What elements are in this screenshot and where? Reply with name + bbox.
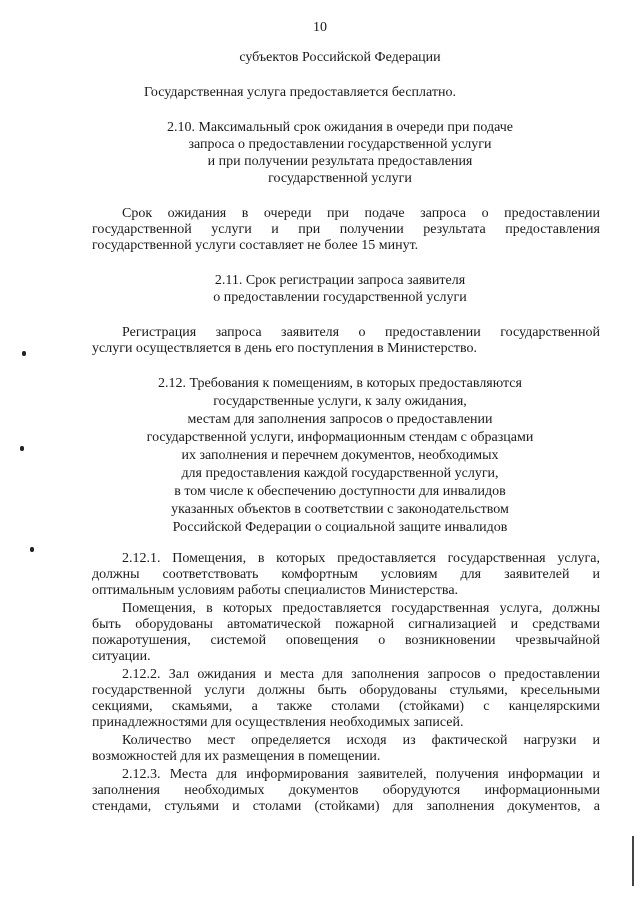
text-line: Регистрация запроса заявителя о предоставлении государственной [122,325,600,340]
scan-edge-line [632,836,634,886]
heading-2-12-line: государственные услуги, к залу ожидания, [213,394,467,409]
heading-2-12-line: 2.12. Требования к помещениям, в которых предоставляются [158,376,522,391]
paragraph-seat-count [92,733,600,765]
text-line: ситуации. [92,649,151,664]
text-line: Срок ожидания в очереди при подаче запроса о предоставлении [122,206,600,221]
text-line: должны соответствовать комфортным условиям для заявителей и [92,567,600,582]
heading-2-12-line: указанных объектов в соответствии с законодательством [171,502,509,517]
text-line: быть оборудованы автоматической пожарной сигнализацией и средствами [92,617,600,632]
text-line: стендами, стульями и столами (стойками) для заполнения документов, а [92,799,600,814]
text-line: услуги осуществляется в день его поступления в Министерство. [92,341,477,356]
paragraph-2-12-2 [92,667,600,731]
text-line: секциями, скамьями, а также столами (стойками) с канцелярскими [92,699,600,714]
page-number: 10 [313,20,327,35]
text-line: государственной услуги и при получении результата предоставления [92,222,600,237]
paragraph-2-12-3 [92,767,600,815]
heading-2-12-line: Российской Федерации о социальной защите инвалидов [172,520,508,535]
text-line: 2.12.1. Помещения, в которых предоставляется государственная услуга, [122,551,600,566]
free-service-line: Государственная услуга предоставляется бесплатно. [144,85,456,100]
scan-dot [22,351,26,356]
heading-2-12-line: для предоставления каждой государственной услуги, [181,466,499,481]
text-line: пожаротушения, системой оповещения о возникновении чрезвычайной [92,633,600,648]
heading-2-11-line: 2.11. Срок регистрации запроса заявителя [214,273,466,288]
text-line: возможностей для их размещения в помещении. [92,749,381,764]
continuation-line: субъектов Российской Федерации [239,50,441,65]
text-line: оптимальным условиям работы специалистов Министерства. [92,583,459,598]
heading-2-10-line: запроса о предоставлении государственной услуги [188,137,492,152]
heading-2-12-line: их заполнения и перечнем документов, необходимых [181,448,499,463]
heading-2-12-line: государственной услуги, информационным стендам с образцами [146,430,534,445]
heading-2-10-line: государственной услуги [268,171,412,186]
text-line: принадлежностями для осуществления необходимых записей. [92,715,464,730]
text-line: Помещения, в которых предоставляется государственная услуга, должны [122,601,600,616]
text-line: государственной услуги составляет не более 15 минут. [92,238,419,253]
heading-2-10-line: и при получении результата предоставления [207,154,473,169]
heading-2-12-line: местам для заполнения запросов о предоставлении [187,412,493,427]
heading-2-12-line: в том числе к обеспечению доступности для инвалидов [174,484,506,499]
paragraph-2-12-1 [92,551,600,599]
heading-2-11-line: о предоставлении государственной услуги [213,290,467,305]
text-line: государственной услуги должны быть оборудованы стульями, кресельными [92,683,600,698]
paragraph-2-10 [92,206,600,254]
text-line: Количество мест определяется исходя из фактической нагрузки и [122,733,600,748]
text-line: 2.12.3. Места для информирования заявителей, получения информации и [122,767,600,782]
text-line: 2.12.2. Зал ожидания и места для заполнения запросов о предоставлении [122,667,600,682]
heading-2-10-line: 2.10. Максимальный срок ожидания в очереди при подаче [166,120,514,135]
paragraph-2-11 [92,325,600,357]
paragraph-fire-safety [92,601,600,665]
scan-dot [30,547,34,552]
text-line: заполнения необходимых документов оборудуются информационными [92,783,600,798]
scan-dot [20,446,24,451]
